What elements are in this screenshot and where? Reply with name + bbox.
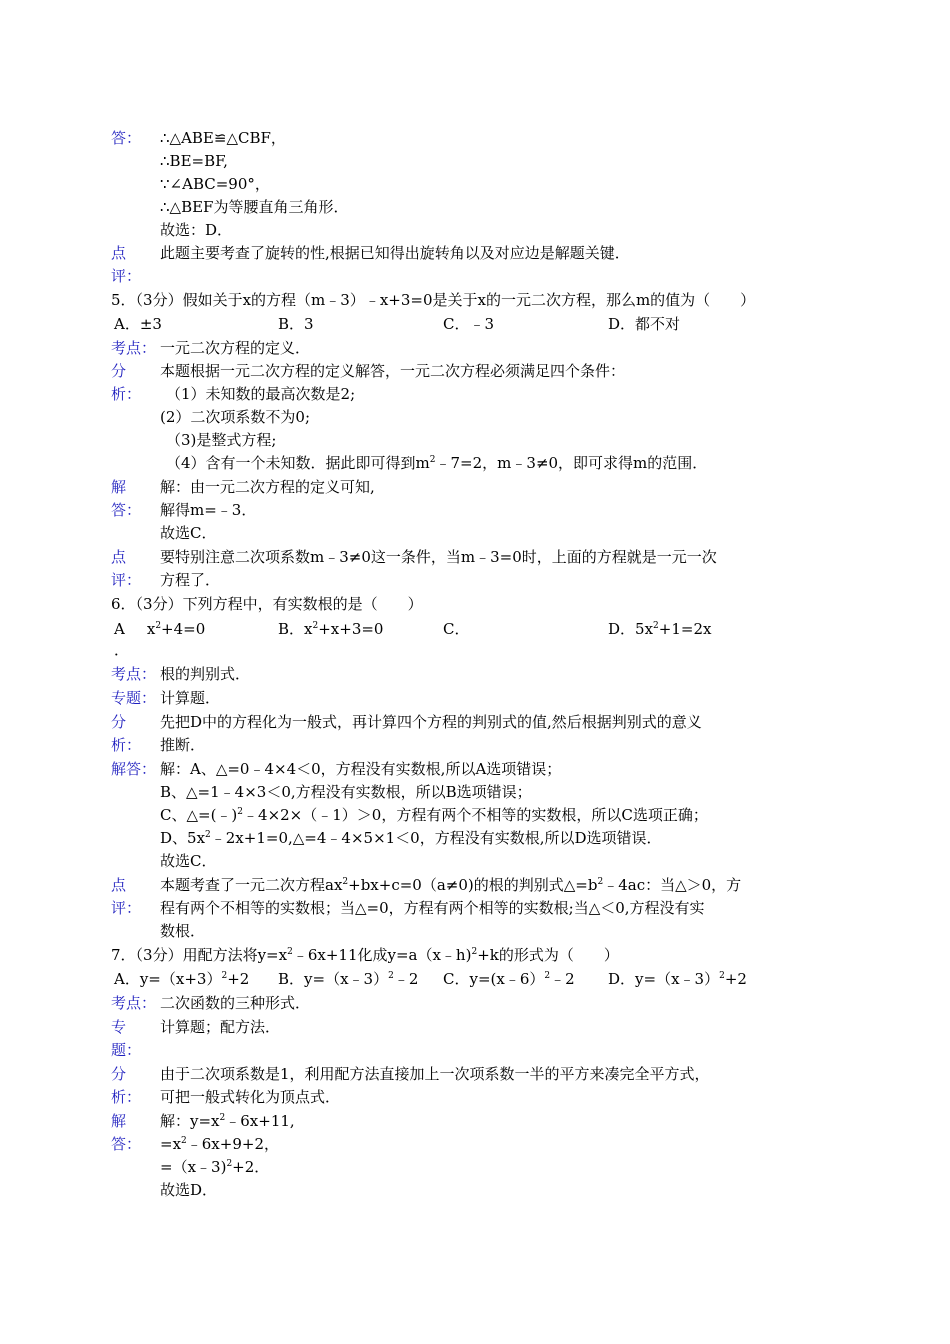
proof-line: 故选：D．	[160, 221, 233, 239]
kaodian-label: 考点：	[111, 994, 157, 1012]
option-c: C．	[443, 620, 470, 638]
kaodian-text: 二次函数的三种形式．	[160, 994, 311, 1012]
comment-label: 评：	[111, 571, 142, 589]
comment-label: 点	[111, 244, 127, 262]
comment-label: 点	[111, 876, 127, 894]
analysis-label: 分	[111, 362, 127, 380]
superscript: 2	[155, 621, 162, 631]
solution-text: 故选D．	[160, 1181, 218, 1199]
option-d: D．都不对	[608, 315, 681, 333]
zhuanti-text: 计算题．	[160, 689, 221, 707]
text-run: ﹣4ac：当△＞0，方	[603, 876, 742, 894]
text-run: +1=2x	[658, 620, 712, 638]
analysis-label: 分	[111, 1065, 127, 1083]
text-run: D、5x	[160, 829, 206, 847]
comment-text: 数根．	[160, 922, 206, 940]
analysis-text: 本题根据一元二次方程的定义解答，一元二次方程必须满足四个条件：	[160, 362, 626, 380]
text-run: =x	[160, 1135, 182, 1153]
text-run: +4=0	[161, 620, 206, 638]
solution-text	[160, 1157, 269, 1177]
solution-label: 解	[111, 478, 127, 496]
text-run: C、△=(﹣)	[160, 806, 238, 824]
analysis-label: 析：	[111, 736, 142, 754]
solution-text	[160, 828, 662, 848]
comment-text: 方程了．	[160, 571, 221, 589]
text-run: +k的形式为（ ）	[477, 946, 619, 964]
superscript: 2	[205, 830, 211, 840]
option-d	[608, 969, 747, 989]
solution-text: 故选C．	[160, 852, 217, 870]
solution-label: 解	[111, 1112, 127, 1130]
comment-label: 评：	[111, 267, 142, 285]
analysis-text: 推断．	[160, 736, 206, 754]
answer-label: 答：	[111, 129, 142, 147]
comment-label: 点	[111, 548, 127, 566]
comment-text: 此题主要考查了旋转的性,根据已知得出旋转角以及对应边是解题关键．	[160, 244, 630, 262]
option-c: C．﹣3	[443, 315, 495, 333]
option-b	[278, 619, 383, 639]
superscript: 2	[312, 621, 319, 631]
comment-label: 评：	[111, 899, 142, 917]
superscript: 2	[429, 455, 436, 465]
text-run: ﹣2	[550, 970, 575, 988]
option-a	[114, 619, 205, 639]
option-b	[278, 969, 418, 989]
superscript: 2	[237, 807, 244, 817]
text-run: +2	[724, 970, 747, 988]
option-d	[608, 619, 711, 639]
analysis-text: （3)是整式方程;	[166, 431, 277, 449]
text-run: D．y=（x﹣3）	[608, 970, 720, 988]
analysis-text: （1）未知数的最高次数是2;	[166, 385, 356, 403]
analysis-text: 由于二次项系数是1，利用配方法直接加上一次项系数一半的平方来凑完全平方式，	[160, 1065, 710, 1083]
question-stem: 5．（3分）假如关于x的方程（m﹣3）﹣x+3=0是关于x的一元二次方程，那么m的值为（ ）	[111, 291, 756, 309]
kaodian-text: 根的判别式．	[160, 665, 251, 683]
zhuanti-label: 专	[111, 1018, 127, 1036]
solution-text: 解：A、△=0﹣4×4＜0，方程没有实数根,所以A选项错误；	[160, 760, 562, 778]
text-run: A	[114, 620, 125, 638]
superscript: 2	[719, 971, 725, 981]
text-run: +x+3=0	[318, 620, 384, 638]
question-stem	[111, 945, 619, 965]
superscript: 2	[342, 877, 349, 887]
kaodian-label: 考点：	[111, 665, 157, 683]
text-run: （4）含有一个未知数．据此即可得到m	[166, 454, 430, 472]
proof-line: ∴△ABE≌△CBF，	[160, 129, 286, 147]
analysis-label: 析：	[111, 385, 142, 403]
analysis-label: 析：	[111, 1088, 142, 1106]
option-b: B．3	[278, 315, 314, 333]
text-run: D．5x	[608, 620, 654, 638]
option-a: A．±3	[114, 315, 162, 333]
superscript: 2	[653, 621, 659, 631]
text-run: ﹣2x+1=0,△=4﹣4×5×1＜0，方程没有实数根,所以D选项错误．	[210, 829, 662, 847]
text-run: 本题考查了一元二次方程ax	[160, 876, 343, 894]
text-run: ﹣6x+11,	[225, 1112, 295, 1130]
proof-line: ∴△BEF为等腰直角三角形．	[160, 198, 349, 216]
text-run: ﹣7=2，m﹣3≠0，即可求得m的范围．	[435, 454, 708, 472]
solution-text	[160, 1111, 295, 1131]
superscript: 2	[221, 971, 228, 981]
text-run: B．x	[278, 620, 313, 638]
comment-text: 程有两个不相等的实数根；当△=0，方程有两个相等的实数根;当△＜0,方程没有实	[160, 899, 705, 917]
text-run: 7．（3分）用配方法将y=x	[111, 946, 288, 964]
solution-text	[160, 1134, 279, 1154]
text-run: ﹣4×2×（﹣1）＞0，方程有两个不相等的实数根，所以C选项正确；	[243, 806, 708, 824]
superscript: 2	[219, 1113, 226, 1123]
kaodian-label: 考点：	[111, 339, 157, 357]
text-run: ﹣6x+11化成y=a（x﹣h)	[292, 946, 472, 964]
solution-label: 答：	[111, 501, 142, 519]
option-a	[114, 969, 249, 989]
solution-text: 故选C．	[160, 524, 217, 542]
text-run: +bx+c=0（a≠0)的根的判别式△=b	[348, 876, 598, 894]
solution-label: 解答：	[111, 760, 157, 778]
text-run: A．y=（x+3）	[114, 970, 222, 988]
superscript: 2	[471, 947, 478, 957]
solution-text: 解：由一元二次方程的定义可知,	[160, 478, 375, 496]
zhuanti-label: 题：	[111, 1041, 142, 1059]
comment-text: 要特别注意二次项系数m﹣3≠0这一条件，当m﹣3=0时，上面的方程就是一元一次	[160, 548, 717, 566]
superscript: 2	[287, 947, 293, 957]
superscript: 2	[181, 1136, 187, 1146]
solution-text	[160, 805, 708, 825]
superscript: 2	[388, 971, 394, 981]
text-run: C．y=(x﹣6）	[443, 970, 545, 988]
zhuanti-label: 专题：	[111, 689, 157, 707]
text-run: ﹣6x+9+2，	[186, 1135, 279, 1153]
zhuanti-text: 计算题；配方法．	[160, 1018, 281, 1036]
text-run: ﹣2	[393, 970, 419, 988]
solution-label: 答：	[111, 1135, 142, 1153]
solution-text: 解得m=﹣3．	[160, 501, 257, 519]
text-run: B．y=（x﹣3）	[278, 970, 389, 988]
text-run: 解：y=x	[160, 1112, 220, 1130]
superscript: 2	[597, 877, 604, 887]
analysis-text: (2）二次项系数不为0;	[160, 408, 310, 426]
option-a-dot: ．	[114, 641, 130, 659]
kaodian-text: 一元二次方程的定义．	[160, 339, 311, 357]
option-c	[443, 969, 575, 989]
text-run: =（x﹣3)	[160, 1158, 227, 1176]
proof-line: ∵∠ABC=90°，	[160, 175, 270, 193]
superscript: 2	[544, 971, 551, 981]
analysis-text	[166, 453, 707, 473]
solution-text: B、△=1﹣4×3＜0,方程没有实数根，所以B选项错误；	[160, 783, 532, 801]
analysis-text: 可把一般式转化为顶点式．	[160, 1088, 341, 1106]
superscript: 2	[226, 1159, 233, 1169]
comment-text	[160, 875, 741, 895]
text-run: +2	[227, 970, 250, 988]
question-stem: 6．（3分）下列方程中，有实数根的是（ ）	[111, 595, 423, 613]
text-run: +2．	[232, 1158, 270, 1176]
text-run: x	[146, 620, 156, 638]
analysis-text: 先把D中的方程化为一般式，再计算四个方程的判别式的值,然后根据判别式的意义	[160, 713, 702, 731]
analysis-label: 分	[111, 713, 127, 731]
proof-line: ∴BE=BF,	[160, 152, 228, 170]
